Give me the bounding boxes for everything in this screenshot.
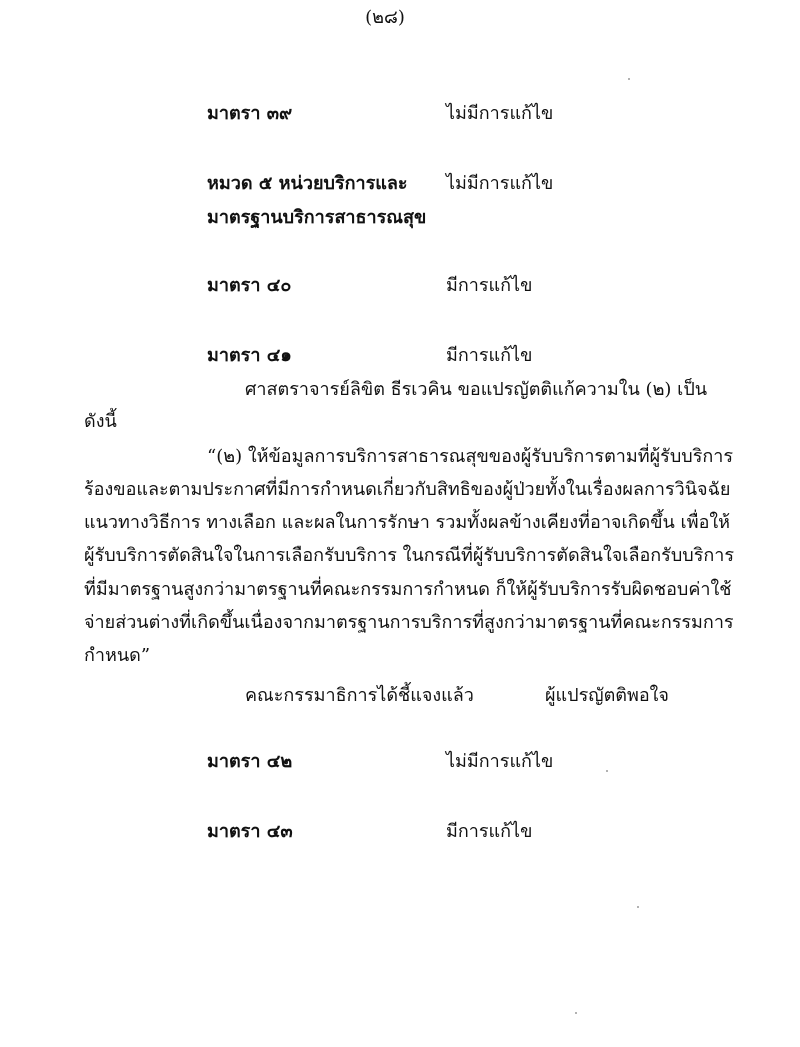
- quote-line-5: ที่มีมาตรฐานสูงกว่ามาตรฐานที่คณะกรรมการกำหนด ก็ให้ผู้รับบริการรับผิดชอบค่าใช้: [84, 579, 732, 600]
- scan-speck: [606, 770, 608, 772]
- section-41-label: มาตรา ๔๑: [207, 345, 292, 366]
- quote-line-2: ร้องขอและตามประกาศที่มีการกำหนดเกี่ยวกับสิทธิของผู้ป่วยทั้งในเรื่องผลการวินิจฉัย: [84, 479, 731, 500]
- proposer-response: ผู้แปรญัตติพอใจ: [545, 685, 669, 706]
- section-40-status: มีการแก้ไข: [446, 275, 533, 296]
- page-number: (๒๘): [365, 7, 405, 28]
- amendment-intro-line2: ดังนี้: [84, 411, 117, 432]
- amendment-intro: ศาสตราจารย์ลิขิต ธีรเวคิน ขอแปรญัตติแก้ความใน (๒) เป็น: [245, 379, 708, 400]
- quote-line-1: “(๒) ให้ข้อมูลการบริการสาธารณสุขของผู้รับบริการตามที่ผู้รับบริการ: [207, 446, 734, 467]
- section-40-label: มาตรา ๔๐: [207, 275, 292, 296]
- quote-line-3: แนวทางวิธีการ ทางเลือก และผลในการรักษา รวมทั้งผลข้างเคียงที่อาจเกิดขึ้น เพื่อให้: [84, 512, 731, 533]
- section-43-status: มีการแก้ไข: [446, 821, 533, 842]
- committee-response: คณะกรรมาธิการได้ชี้แจงแล้ว: [245, 685, 474, 706]
- quote-line-4: ผู้รับบริการตัดสินใจในการเลือกรับบริการ ในกรณีที่ผู้รับบริการตัดสินใจเลือกรับบริการ: [84, 545, 735, 566]
- chapter-5-label-line2: มาตรฐานบริการสาธารณสุข: [207, 207, 427, 228]
- quote-line-6: จ่ายส่วนต่างที่เกิดขึ้นเนื่องจากมาตรฐานการบริการที่สูงกว่ามาตรฐานที่คณะกรรมการ: [84, 612, 734, 633]
- scan-speck: [637, 906, 639, 908]
- section-39-label: มาตรา ๓๙: [207, 103, 293, 124]
- chapter-5-label: หมวด ๕ หน่วยบริการและ: [207, 173, 408, 194]
- quote-line-7: กำหนด”: [84, 645, 151, 666]
- section-41-status: มีการแก้ไข: [446, 345, 533, 366]
- scan-speck: [628, 78, 630, 80]
- section-42-label: มาตรา ๔๒: [207, 751, 293, 772]
- chapter-5-status: ไม่มีการแก้ไข: [446, 173, 554, 194]
- section-42-status: ไม่มีการแก้ไข: [446, 751, 554, 772]
- scan-speck: [575, 1012, 577, 1014]
- section-43-label: มาตรา ๔๓: [207, 821, 293, 842]
- section-39-status: ไม่มีการแก้ไข: [446, 103, 554, 124]
